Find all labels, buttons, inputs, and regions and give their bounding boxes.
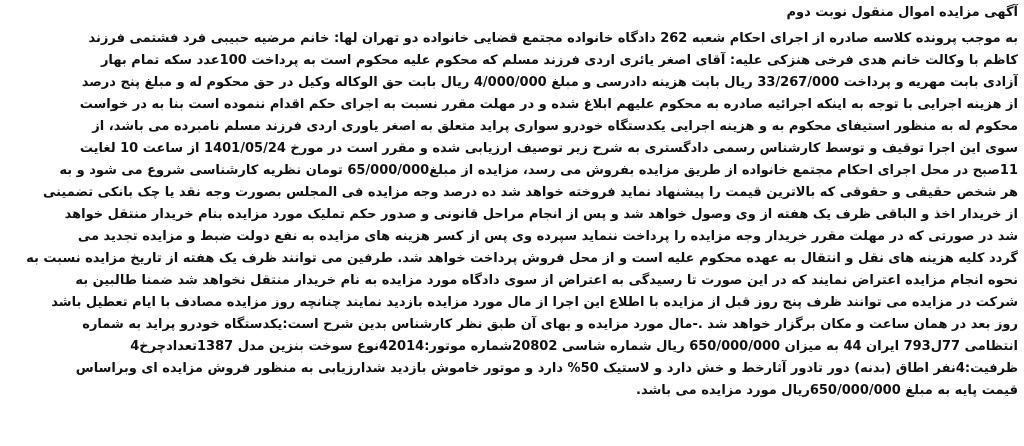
notice-line: سوی این اجرا توقیف و توسط کارشناس رسمی دادگستری به شرح زیر توصیف ارزیابی شده و مقرر است در مورخ 1401/05/24 از ساعت 10 لغایت — [79, 141, 1018, 156]
notice-line: به موجب پرونده کلاسه صادره از اجرای احکام شعبه 262 دادگاه خانواده مجتمع قضایی خانواده دو تهران لها: خانم مرضیه حبیبی فرد فشتمی فرزند — [88, 31, 1018, 46]
notice-title: آگهی مزایده اموال منقول نوبت دوم — [786, 5, 1018, 20]
notice-line: گردد کلیه هزینه های نقل و انتقال به عهده محکوم علیه است و از محل فروش پرداخت خواهد شد. طرفین می توانند ظرف یک هفته از تاریخ مزایده نسبت به — [26, 251, 1018, 266]
notice-line: قیمت پایه به مبلغ 650/000/000ریال مورد مزایده می باشد. — [636, 383, 1018, 398]
notice-line: روز بعد در همان ساعت و مکان برگزار خواهد شد .-مال مورد مزایده و بهای آن طبق نظر کارشناس بدین شرح است:یکدستگاه خودرو پراید به شماره — [82, 317, 1018, 332]
notice-line: محکوم له به منظور استیفای محکوم به و هزینه اجرایی یکدستگاه خودرو سواری پراید متعلق به اصغر یاوری اردی فرزند مسلم نامبرده می باشد، از — [92, 119, 1018, 134]
notice-line: شد در صورتی که در مهلت مقرر خریدار وجه مزایده را پرداخت ننماید سپرده وی پس از کسر هزینه های مزایده به نفع دولت ضبط و مزایده تجدید می — [77, 229, 1018, 244]
notice-line: از خریدار اخذ و الباقی ظرف یک هفته از وی وصول خواهد شد و پس از انجام مراحل قانونی و صدور حکم تملیک مورد مزایده بنام خریدار منتقل خواهد — [64, 207, 1018, 222]
notice-line: کاظم با وکالت خانم هدی فرخی هنزکی علیه: آقای اصغر یائری اردی فرزند مسلم که محکوم علیه محکوم است به پرداخت 100عدد سکه تمام بهار — [100, 53, 1018, 68]
notice-body — [6, 28, 1018, 402]
notice-line: انتظامی 77ل793 ایران 44 به میزان 650/000/000 ریال شماره شاسی 20802شماره موتور:42014نوع سوخت بنزین مدل 1387تعدادچرخ4 — [130, 339, 1018, 354]
notice-line: آزادی بابت مهریه و پرداخت 33/267/000 ریال بابت هزینه دادرسی و مبلغ 4/000/000 ریال بابت حق الوکاله وکیل در حق محکوم له و مبلغ پنج درصد — [81, 75, 1018, 90]
notice-line: از هزینه اجرایی با توجه به اینکه اجرائیه صادره به محکوم علیهم ابلاغ شده و در مهلت مقرر نسبت به اجرای حکم اقدام ننموده است بنا به در خواست — [79, 97, 1018, 112]
notice-line: 11صبح در محل اجرای احکام مجتمع خانواده از طریق مزایده بفروش می رسد، مزایده از مبلغ65/000/000 تومان نظریه کارشناسی شروع می شود و به — [59, 163, 1018, 178]
notice-line: نحوه انجام مزایده اعتراض نمایند که در این صورت تا رسیدگی به اعتراض از سوی دادگاه مورد مزایده به نام خریدار منتقل نخواهد شد ضمنا طالبین به — [75, 273, 1018, 288]
notice-line: ظرفیت:4نفر اطاق (بدنه) دور تادور آثارخط و خش دارد و لاستیک 50% دارد و موتور خاموش بازدید شدارزیابی به منظور فروش مزایده ای وبراساس — [75, 361, 1018, 376]
notice-line: هر شخص حقیقی و حقوقی که بالاترین قیمت را پیشنهاد نماید فروخته خواهد شد ده درصد وجه مزایده فی المجلس بصورت وجه نقد یا چک بانکی تضمینی — [42, 185, 1018, 200]
notice-line: شرکت در مزایده می توانند ظرف پنج روز قبل از مزایده با اطلاع این اجرا از مال مورد مزایده بازدید نمایند چنانچه روز مزایده مصادف با ایام تعطیل باشد — [51, 295, 1018, 310]
